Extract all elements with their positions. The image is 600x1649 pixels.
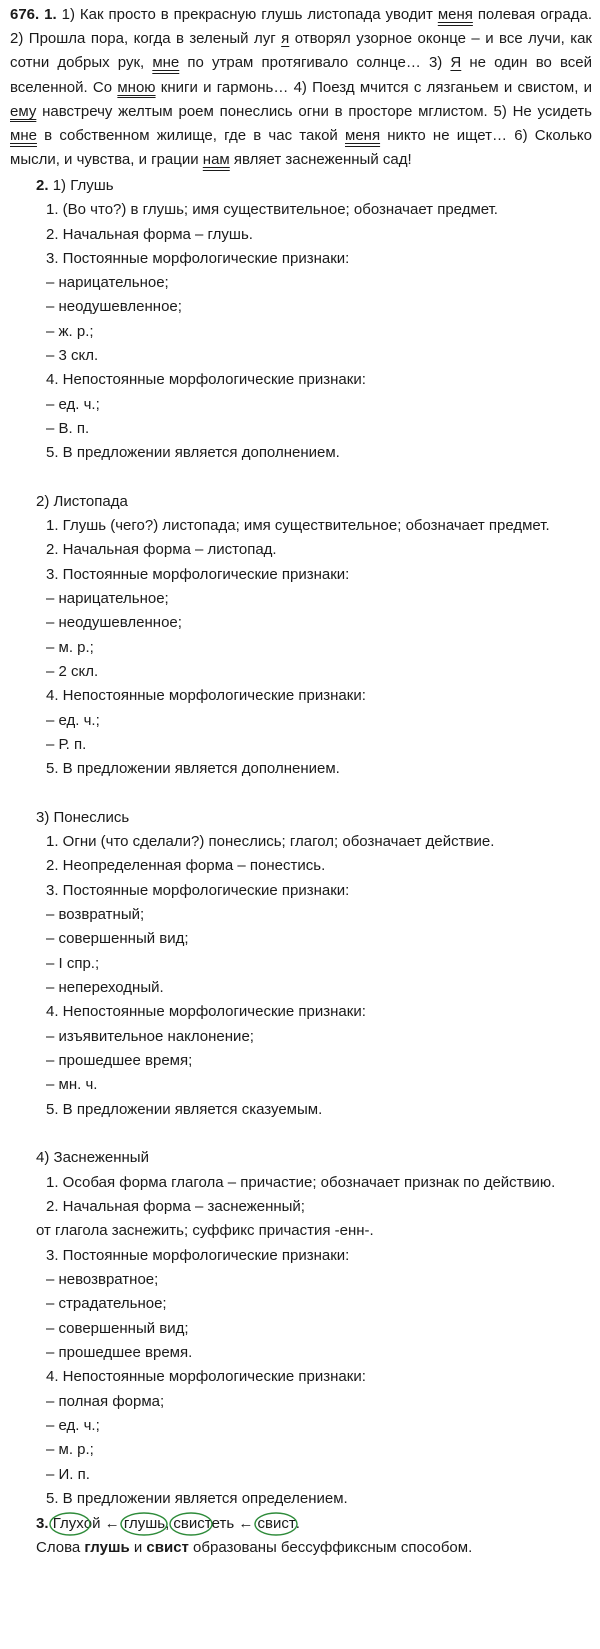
punctuation: , xyxy=(165,1515,170,1532)
underlined-pronoun: я xyxy=(281,30,290,48)
sentence-1-end: полевая ограда. xyxy=(472,6,593,23)
analysis-line: 3. Постоянные морфологические признаки: xyxy=(46,250,350,267)
analysis-line: – ж. р.; xyxy=(46,323,94,340)
analysis-line: – полная форма; xyxy=(46,1393,165,1410)
analysis-line: – ед. ч.; xyxy=(46,1417,100,1434)
analysis-line: – м. р.; xyxy=(46,639,94,656)
analysis-line: – изъявительное наклонение; xyxy=(46,1028,254,1045)
sentence-5-end: никто не ищет… 6) Сколько мысли, и чувства, и грации xyxy=(10,127,592,169)
conclusion-text: образованы бессуффиксным способом. xyxy=(188,1539,473,1556)
analysis-line: – I спр.; xyxy=(46,955,100,972)
sentence-4-text: навстречу желтым роем понеслись огни в просторе мглистом. 5) Не усидеть xyxy=(36,102,592,120)
analysis-line: – прошедшее время. xyxy=(46,1344,193,1361)
underlined-pronoun: нам xyxy=(202,151,230,169)
root-circle-1 xyxy=(53,1515,84,1533)
analysis-line: – непереходный. xyxy=(46,979,164,996)
analysis-line: – м. р.; xyxy=(46,1441,94,1458)
analysis-line: 4. Непостоянные морфологические признаки: xyxy=(46,1003,366,1020)
root-circle-outline xyxy=(50,1512,90,1536)
analysis-line: 5. В предложении является сказуемым. xyxy=(46,1101,323,1118)
analysis-line: 3. Постоянные морфологические признаки: xyxy=(46,882,350,899)
analysis-line: – прошедшее время; xyxy=(46,1052,193,1069)
root-circle-3 xyxy=(173,1515,211,1533)
word-root: свист xyxy=(173,1515,212,1532)
analysis-line: – нарицательное; xyxy=(46,274,169,291)
conclusion-text: Слова xyxy=(36,1539,85,1556)
sentence-2-text: 2) Прошла пора, когда в зеленый луг xyxy=(10,30,282,48)
analysis-line: – неодушевленное; xyxy=(46,614,182,631)
analysis-line: – 2 скл. xyxy=(46,663,99,680)
part-3-line xyxy=(36,1515,300,1533)
underlined-pronoun: мною xyxy=(117,78,156,96)
word-root: глушь xyxy=(123,1515,166,1532)
analysis-line: – В. п. xyxy=(46,420,90,437)
analysis-line: – совершенный вид; xyxy=(46,1320,189,1337)
analysis-line: – невозвратное; xyxy=(46,1271,159,1288)
sentence-3-text: не один во всей вселенной. Со xyxy=(10,54,592,96)
underlined-pronoun: меня xyxy=(345,127,381,145)
analysis-line: 1. Особая форма глагола – причастие; обозначает признак по действию. xyxy=(46,1174,556,1191)
analysis-line: – Р. п. xyxy=(46,736,87,753)
root-circle-outline xyxy=(121,1512,170,1536)
analysis-line: – неодушевленное; xyxy=(46,298,182,315)
analysis-line: 2. Начальная форма – листопад. xyxy=(46,541,277,558)
part-3-number: 3. xyxy=(36,1515,49,1532)
word-root: свист xyxy=(257,1515,296,1532)
task-number: 676. xyxy=(10,6,40,23)
root-circle-outline xyxy=(255,1512,297,1536)
derivation-arrow: ← xyxy=(104,1515,120,1532)
section-header: 3) Понеслись xyxy=(36,809,130,826)
underlined-pronoun: ему xyxy=(10,102,37,120)
analysis-line: – страдательное; xyxy=(46,1295,167,1312)
analysis-line: 3. Постоянные морфологические признаки: xyxy=(46,1247,350,1264)
analysis-line: 1. Глушь (чего?) листопада; имя существительное; обозначает предмет. xyxy=(46,517,550,534)
analysis-line: 3. Постоянные морфологические признаки: xyxy=(46,566,350,583)
analysis-line: 2. Неопределенная форма – понестись. xyxy=(46,857,326,874)
sentence-6-text: являет заснеженный сад! xyxy=(229,151,412,169)
sentence-1-text: 1) Как просто в прекрасную глушь листопада уводит xyxy=(61,6,438,23)
analysis-line: – И. п. xyxy=(46,1466,90,1483)
underlined-pronoun: мне xyxy=(10,127,37,145)
analysis-line: от глагола заснежить; суффикс причастия -енн-. xyxy=(36,1222,374,1239)
sentence-3-end: книги и гармонь… 4) Поезд мчится с лязганьем и свистом, и xyxy=(155,78,592,96)
part-2-number: 2. xyxy=(36,177,49,194)
sentence-2-end: по утрам протягивало солнце… 3) xyxy=(179,54,451,72)
analysis-line: 5. В предложении является определением. xyxy=(46,1490,348,1507)
task-paragraph xyxy=(10,3,592,172)
word-root: Глух xyxy=(52,1515,84,1532)
part-1-number: 1. xyxy=(44,6,57,23)
underlined-pronoun: меня xyxy=(437,6,473,23)
sentence-5-text: в собственном жилище, где в час такой xyxy=(36,127,345,145)
analysis-line: – возвратный; xyxy=(46,906,145,923)
conclusion-word: свист xyxy=(146,1539,189,1556)
underlined-pronoun: мне xyxy=(152,54,180,72)
analysis-line: 4. Непостоянные морфологические признаки: xyxy=(46,371,366,388)
section-header: 4) Заснеженный xyxy=(36,1149,149,1166)
analysis-line: 2. Начальная форма – глушь. xyxy=(46,226,253,243)
root-circle-4 xyxy=(258,1515,296,1533)
analysis-line: – ед. ч.; xyxy=(46,712,100,729)
conclusion-word: глушь xyxy=(84,1539,130,1556)
word-ending: еть xyxy=(211,1515,235,1532)
root-circle-outline xyxy=(170,1512,212,1536)
analysis-line: – мн. ч. xyxy=(46,1076,98,1093)
conclusion-line xyxy=(36,1539,472,1557)
analysis-line: 4. Непостоянные морфологические признаки: xyxy=(46,687,366,704)
section-header: 1) Глушь xyxy=(52,177,114,194)
root-circle-2 xyxy=(124,1515,165,1533)
analysis-line: 5. В предложении является дополнением. xyxy=(46,760,340,777)
analysis-line: 2. Начальная форма – заснеженный; xyxy=(46,1198,305,1215)
underlined-pronoun: Я xyxy=(450,54,462,72)
derivation-arrow: ← xyxy=(238,1515,254,1532)
sentence-2-middle: отворял узорное оконце – и все лучи, как сотни добрых рук, xyxy=(10,30,592,72)
analysis-line: 4. Непостоянные морфологические признаки: xyxy=(46,1368,366,1385)
analysis-line: 1. (Во что?) в глушь; имя существительное; обозначает предмет. xyxy=(46,201,498,218)
word-ending: ой xyxy=(83,1515,101,1532)
analysis-line: – ед. ч.; xyxy=(46,396,100,413)
conclusion-text: и xyxy=(129,1539,147,1556)
section-header: 2) Листопада xyxy=(36,493,128,510)
analysis-line: – нарицательное; xyxy=(46,590,169,607)
analysis-line: – совершенный вид; xyxy=(46,930,189,947)
punctuation: . xyxy=(295,1515,300,1532)
part-2-header xyxy=(36,177,114,195)
analysis-line: 1. Огни (что сделали?) понеслись; глагол; обозначает действие. xyxy=(46,833,495,850)
analysis-line: – 3 скл. xyxy=(46,347,99,364)
analysis-line: 5. В предложении является дополнением. xyxy=(46,444,340,461)
